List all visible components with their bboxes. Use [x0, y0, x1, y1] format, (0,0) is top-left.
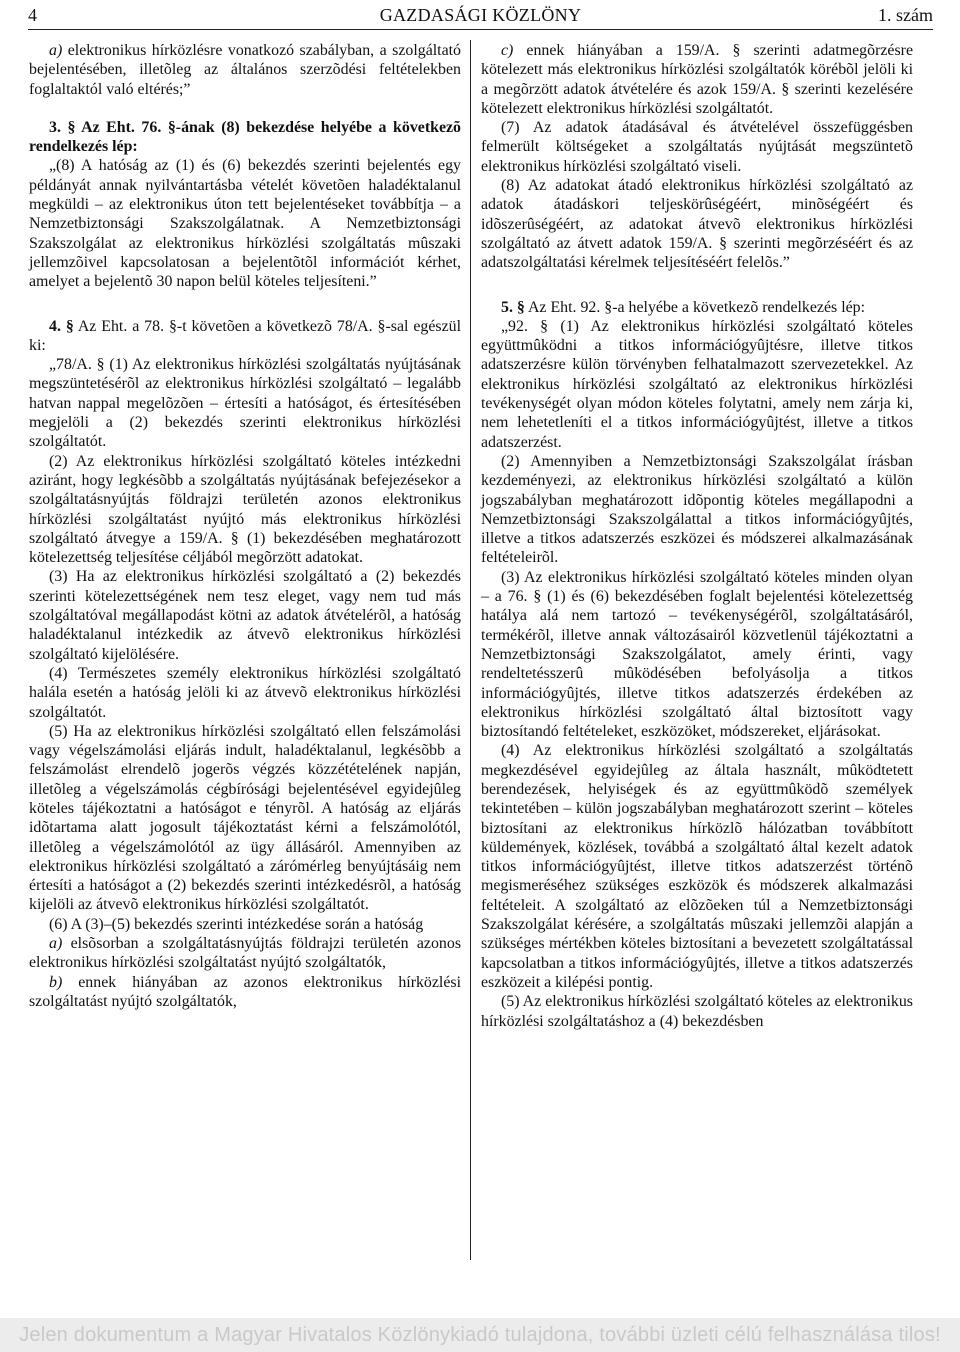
paragraph: (8) Az adatokat átadó elektronikus hírközlési szolgáltató az adatok átadáskori teljeskörûségéért, minõségéért és idõszerûségéért, az adatokat átvevõ elektronikus hírközlési szolgáltató az átvett adatok 159/A. § szerinti megõrzéséért és az adatszolgáltatási kérelmek teljesítéséért felelõs.”	[481, 177, 913, 272]
issue-number: 1. szám	[878, 5, 933, 25]
header-rule	[28, 29, 933, 30]
list-marker: c)	[501, 42, 514, 59]
paragraph: (4) Természetes személy elektronikus hírközlési szolgáltató halála esetén a hatóság jelöli ki az átvevõ elektronikus hírközlési szolgáltatót.	[29, 664, 461, 721]
list-marker: a)	[49, 42, 63, 59]
paragraph: „(8) A hatóság az (1) és (6) bekezdés szerinti bejelentés egy példányát annak nyilvántartásba vételét követõen haladéktalanul megküldi – az elektronikus úton tett bejelentéseket továbbítja – a Nemzetbiztonsági Szakszolgálatnak. A Nemzetbiztonsági Szakszolgálat az elektronikus hírközlési szolgáltatás mûszaki jellemzõivel kapcsolatosan a bejelentõtõl információt kérhet, amelyet a bejelentõ 30 napon belül köteles teljesíteni.”	[29, 157, 461, 291]
paragraph: (2) Az elektronikus hírközlési szolgáltató köteles intézkedni aziránt, hogy legkésõbb a szolgáltatás nyújtásának befejezésekor a szolgáltatásnyújtás földrajzi területén azonos elektronikus hírközlési szolgáltatást nyújtó más elektronikus hírközlési szolgáltató átvegye a 159/A. § (1) bekezdésében meghatározott kötelezettség teljesítése céljából megõrzött adatokat.	[29, 452, 461, 567]
paragraph: a) elektronikus hírközlésre vonatkozó szabályban, a szolgáltató bejelentésében, illetõleg az általános szerzõdési feltételekben foglaltaktól való eltérés;”	[29, 42, 461, 98]
paragraph: c) ennek hiányában a 159/A. § szerinti adatmegõrzésre kötelezett más elektronikus hírközlési szolgáltatók körébõl jelöli ki a megõrzött adatok átvételére és azok 159/A. § szerinti kezelésére kötelezett elektronikus hírközlési szolgáltatót.	[481, 42, 913, 117]
paragraph: (2) Amennyiben a Nemzetbiztonsági Szakszolgálat írásban kezdeményezi, az elektronikus hírközlési szolgáltató a külön jogszabályban meghatározott idõpontig köteles megállapodni a Nemzetbiztonsági Szakszolgálattal a titkos információgyûjtés, illetve a titkos adatszerzés eszközei és módszerei alkalmazásának feltételeirõl.	[481, 452, 913, 567]
section-3: 3. § Az Eht. 76. §-ának (8) bekezdése helyébe a következõ rendelkezés lép:	[29, 118, 461, 156]
right-column	[481, 41, 913, 1031]
section-5: 5. § Az Eht. 92. §-a helyébe a következõ rendelkezés lép:	[501, 298, 866, 316]
paragraph: (5) Ha az elektronikus hírközlési szolgáltató ellen felszámolási vagy végelszámolási eljárás indult, haladéktalanul, legkésõbb a felszámolást elrendelõ jogerõs végzés közzétételének napján, illetõleg a végelszámolás cégbírósági bejelentésével egyidejûleg köteles tájékoztatni a hatóságot e tényrõl. A hatóság az eljárás idõtartama alatt jogosult tájékoztatást kérni a felszámolótól, illetõleg a végelszámolótól az ügy állásáról. Amennyiben az elektronikus hírközlési szolgáltató a zárómérleg benyújtásáig nem értesíti a hatóságot a (2) bekezdés szerinti intézkedésrõl, a hatóság kijelöli az átvevõ elektronikus hírközlési szolgáltatót.	[29, 722, 461, 914]
paragraph: (3) Az elektronikus hírközlési szolgáltató köteles minden olyan – a 76. § (1) és (6) bekezdésében foglalt bejelentési kötelezettség hatálya alá nem tartozó – tevékenységérõl, szolgáltatásáról, termékérõl, illetve annak változásairól közvetlenül tájékoztatni a Nemzetbiztonsági Szakszolgálatot, amely érinti, vagy rendeltetésszerû mûködésében befolyásolja a titkos információgyûjtés, illetve titkos adatszerzés érdekében az elektronikus hírközlési szolgáltató által biztosított vagy biztosítandó feltételeket, eszközöket, módszereket, eljárásokat.	[481, 568, 913, 741]
page-number: 4	[28, 5, 37, 25]
paragraph: „78/A. § (1) Az elektronikus hírközlési szolgáltatás nyújtásának megszüntetésérõl az elektronikus hírközlési szolgáltató – legalább hatvan nappal megelõzõen – értesíti a hatóságot, és értesítésében megjelöli a (2) bekezdés szerinti elektronikus hírközlési szolgáltatót.	[29, 356, 461, 451]
paragraph: (6) A (3)–(5) bekezdés szerinti intézkedése során a hatóság	[49, 915, 424, 933]
paragraph: (7) Az adatok átadásával és átvételével összefüggésben felmerült költségeket a szolgáltatás nyújtását megszüntetõ elektronikus hírközlési szolgáltató viseli.	[481, 119, 913, 175]
paragraph: (3) Ha az elektronikus hírközlési szolgáltató a (2) bekezdés szerinti kötelezettségének nem tesz eleget, vagy nem tud más szolgáltatóval megállapodást kötni az adatok átvételérõl, a hatóság haladéktalanul intézkedik az átvevõ elektronikus hírközlési szolgáltató kijelölésére.	[29, 568, 461, 663]
list-marker: b)	[49, 973, 63, 991]
publication-title: GAZDASÁGI KÖZLÖNY	[379, 5, 582, 25]
left-column	[29, 41, 461, 1011]
list-marker: a)	[49, 935, 63, 953]
paragraph: (5) Az elektronikus hírközlési szolgáltató köteles az elektronikus hírközlési szolgáltatáshoz a (4) bekezdésben	[481, 993, 913, 1030]
column-divider	[470, 40, 471, 1260]
ownership-notice: Jelen dokumentum a Magyar Hivatalos Közlönykiadó tulajdona, további üzleti célú felhasználása tilos!	[0, 1318, 960, 1352]
paragraph: (4) Az elektronikus hírközlési szolgáltató a szolgáltatás megkezdésével egyidejûleg az általa használt, mûködtetett berendezések, helyiségek és az együttmûködõ személyek tekintetében – külön jogszabályban meghatározott szerint – köteles biztosítani az elektronikus hírközlõ hálózatban továbbított küldemények, közlések, továbbá a szolgáltató által kezelt adatok titkos információgyûjtést, illetve titkos adatszerzést történõ megismeréséhez szükséges eszközök és módszerek alkalmazási feltételeit. A szolgáltató az elõzõeken túl a Nemzetbiztonsági Szakszolgálat kérésére, a szolgáltatás mûszaki jellemzõi alapján a szükséges mértékben köteles biztosítani a bevezetett szolgáltatással kapcsolatban a titkos információgyûjtés, illetve a titkos adatszerzés eszközeit a kilépési pontig.	[481, 742, 913, 991]
paragraph: a) elsõsorban a szolgáltatásnyújtás földrajzi területén azonos elektronikus hírközlési szolgáltatást nyújtó szolgáltatók,	[29, 935, 461, 972]
page-header	[28, 4, 933, 26]
paragraph: b) ennek hiányában az azonos elektronikus hírközlési szolgáltatást nyújtó szolgáltatók,	[29, 973, 461, 1010]
paragraph: „92. § (1) Az elektronikus hírközlési szolgáltató köteles együttmûködni a titkos információgyûjtésre, illetve titkos adatszerzésre külön törvényben felhatalmazott szervezetekkel. Az elektronikus hírközlési szolgáltató az elektronikus hírközlési tevékenységét olyan módon köteles folytatni, amely nem zárja ki, nem lehetetleníti el a titkos információgyûjtést, illetve a titkos adatszerzést.	[481, 317, 913, 451]
section-4: 4. § Az Eht. a 78. §-t követõen a következõ 78/A. §-sal egészül ki:	[29, 317, 461, 354]
